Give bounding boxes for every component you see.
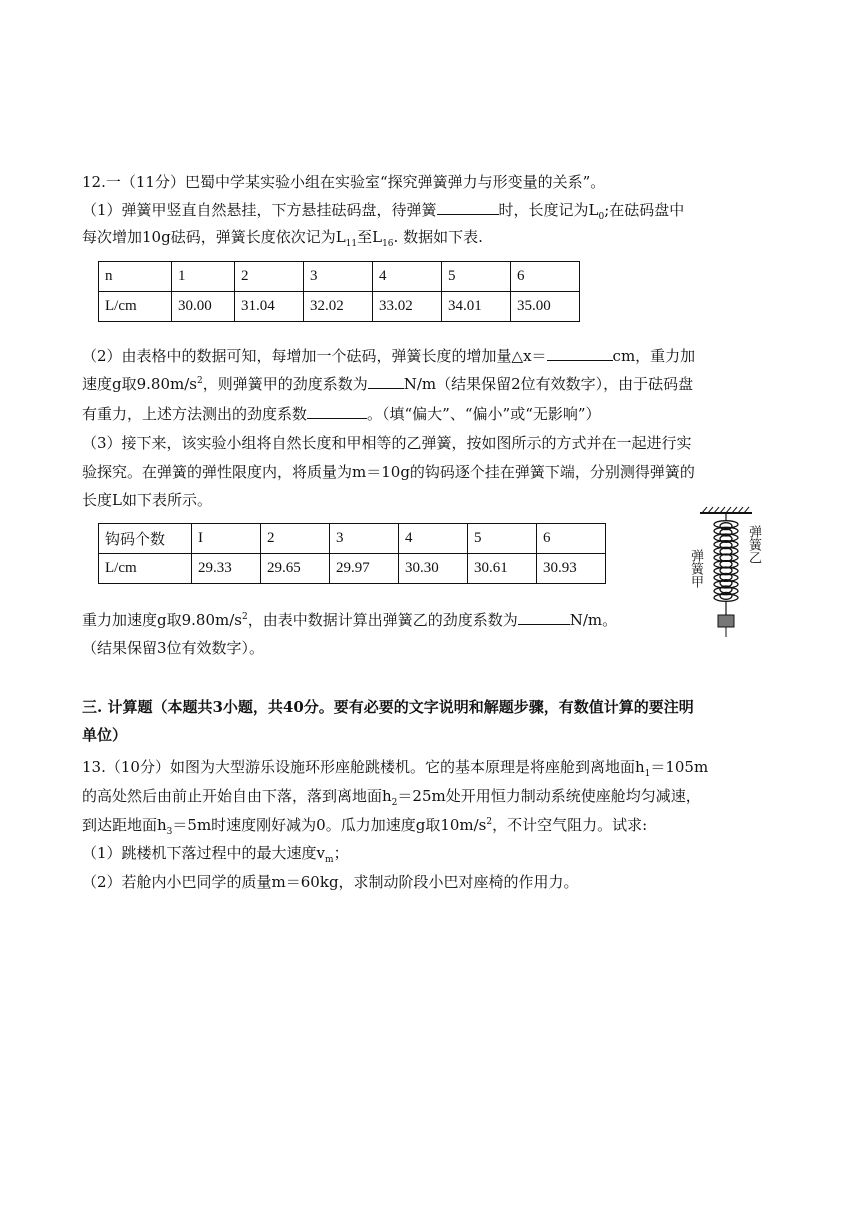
- q12-part4-line2: （结果保留3位有效数字）。: [82, 639, 265, 657]
- table-header-row: [99, 262, 580, 292]
- answer-blank[interactable]: [437, 200, 499, 215]
- q12-part4-line1: 重力加速度g取$9.80m/s^2$，由表中数据计算出弹簧乙的劲度系数为 N/m。: [82, 611, 618, 629]
- data-table-1: [98, 261, 580, 322]
- answer-blank[interactable]: [368, 374, 404, 389]
- spring-figure: [680, 505, 770, 645]
- table-cell: 32.02: [304, 292, 373, 322]
- table-cell: 29.65: [261, 554, 330, 584]
- table-cell: 29.97: [330, 554, 399, 584]
- table-row: [99, 554, 606, 584]
- table-cell: 35.00: [511, 292, 580, 322]
- table-cell: n: [99, 262, 172, 292]
- table-cell: 6: [511, 262, 580, 292]
- q12-part1-line2: 每次增加10g砝码，弹簧长度依次记为$L_{11}$至$L_{16}$. 数据如下表.: [82, 228, 483, 249]
- data-table-2: [98, 523, 606, 584]
- table-cell: 33.02: [373, 292, 442, 322]
- table-cell: L/cm: [99, 292, 172, 322]
- table-cell: 3: [304, 262, 373, 292]
- table-cell: 5: [442, 262, 511, 292]
- q12-part2-line2: 速度g取$9.80m/s^2$，则弹簧甲的劲度系数为 N/m（结果保留2位有效数字），由于砝码盘: [82, 375, 694, 393]
- table-cell: 34.01: [442, 292, 511, 322]
- table-row: [99, 292, 580, 322]
- table-cell: 30.30: [399, 554, 468, 584]
- table-cell: 6: [537, 524, 606, 554]
- table-cell: 2: [261, 524, 330, 554]
- q12-part3-line2: 验探究。在弹簧的弹性限度内，将质量为m＝10g的钩码逐个挂在弹簧下端，分别测得弹簧的: [82, 463, 695, 481]
- q13-line3: 到达距地面$h_3=5m$时速度刚好减为0。瓜力加速度g取$10m/s^2$，不计空气阻力。试求:: [82, 816, 648, 837]
- table-cell: I: [192, 524, 261, 554]
- table-cell: 2: [235, 262, 304, 292]
- table-cell: 30.61: [468, 554, 537, 584]
- q12-part2-line1: （2）由表格中的数据可知，每增加一个砝码，弹簧长度的增加量△x＝ cm，重力加: [82, 347, 696, 365]
- table-cell: 1: [172, 262, 235, 292]
- table-cell: L/cm: [99, 554, 192, 584]
- q13-question-1: （1）跳楼机下落过程中的最大速度$v_m$；: [82, 844, 349, 865]
- table-cell: 钩码个数: [99, 524, 192, 554]
- section-3-heading-line1: 三. 计算题（本题共3小题，共40分。要有必要的文字说明和解题步骤，有数值计算的要注明: [82, 698, 694, 716]
- q13-line2: 的高处然后由前止开始自由下落，落到离地面$h_2=25m$处开用恒力制动系统使座舱均匀减速，: [82, 787, 701, 808]
- table-cell: 30.93: [537, 554, 606, 584]
- answer-blank[interactable]: [547, 346, 613, 361]
- table-cell: 4: [399, 524, 468, 554]
- table-header-row: [99, 524, 606, 554]
- answer-blank[interactable]: [518, 610, 570, 625]
- table-cell: 3: [330, 524, 399, 554]
- table-cell: 29.33: [192, 554, 261, 584]
- table-cell: 4: [373, 262, 442, 292]
- q12-intro: 12.一（11分）巴蜀中学某实验小组在实验室“探究弹簧弹力与形变量的关系”。: [82, 173, 606, 191]
- q13-line1: 13.（10分）如图为大型游乐设施环形座舱跳楼机。它的基本原理是将座舱到离地面$h_1=105m$: [82, 758, 709, 779]
- table-cell: 5: [468, 524, 537, 554]
- q12-part3-line3: 长度L如下表所示。: [82, 491, 212, 509]
- q12-part1-line1: （1）弹簧甲竖直自然悬挂，下方悬挂砝码盘，待弹簧 时，长度记为$L_0$;在砝码盘中: [82, 201, 685, 222]
- table-cell: 31.04: [235, 292, 304, 322]
- q12-part3-line1: （3）接下来，该实验小组将自然长度和甲相等的乙弹簧，按如图所示的方式并在一起进行实: [82, 434, 692, 452]
- table-cell: 30.00: [172, 292, 235, 322]
- q12-part2-line3: 有重力，上述方法测出的劲度系数 。（填“偏大”、“偏小”或“无影响”）: [82, 405, 601, 423]
- answer-blank[interactable]: [307, 404, 367, 419]
- spring-label-right: 弹簧乙: [746, 525, 761, 564]
- spring-label-left: 弹簧甲: [688, 549, 703, 588]
- section-3-heading-line2: 单位）: [82, 726, 128, 744]
- q13-question-2: （2）若舱内小巴同学的质量m＝60kg，求制动阶段小巴对座椅的作用力。: [82, 873, 579, 891]
